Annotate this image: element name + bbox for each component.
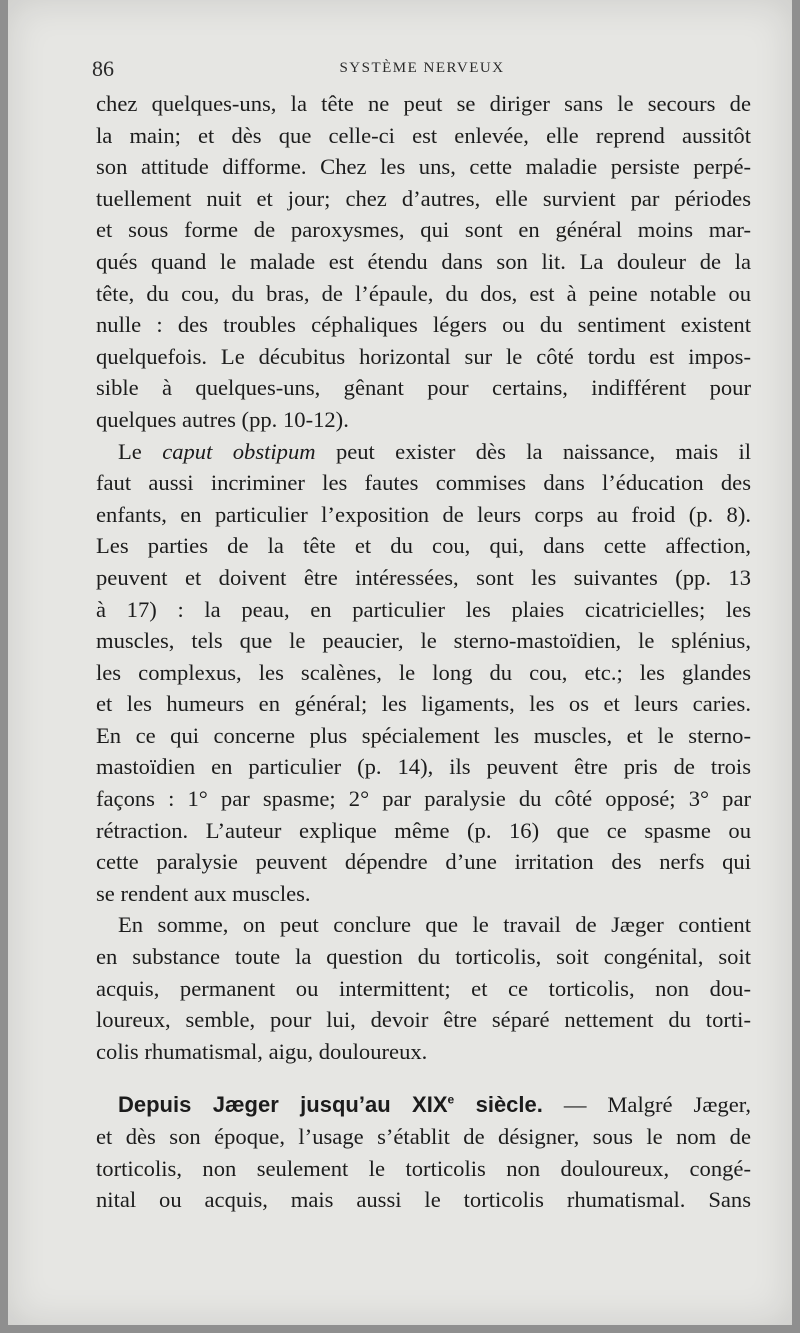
paragraph-2 [96, 436, 751, 910]
p1-line: et sous forme de paroxysmes, qui sont en général moins mar- [96, 217, 751, 243]
p1-line: tête, du cou, du bras, de l’épaule, du dos, est à peine notable ou [96, 280, 751, 306]
paragraph-1 [96, 88, 751, 436]
p1-line: qués quand le malade est étendu dans son lit. La douleur de la [96, 248, 751, 274]
p4-line: nital ou acquis, mais aussi le torticolis rhumatismal. Sans [96, 1187, 751, 1213]
p2-line: se rendent aux muscles. [96, 880, 311, 906]
p2-line: peuvent et doivent être intéressées, sont les suivantes (pp. 13 [96, 564, 751, 590]
p4-line: et dès son époque, l’usage s’établit de désigner, sous le nom de [96, 1124, 751, 1149]
p2-line: enfants, en particulier l’exposition de leurs corps au froid (p. 8). [96, 501, 751, 527]
p3-line: acquis, permanent ou intermittent; et ce torticolis, non dou- [96, 975, 751, 1001]
page-header [92, 56, 752, 86]
p1-line: quelques autres (pp. 10-12). [96, 406, 349, 432]
p3-line: colis rhumatismal, aigu, douloureux. [96, 1038, 428, 1064]
p2-line: à 17) : la peau, en particulier les plaies cicatricielles; les [96, 596, 751, 622]
p2-line: façons : 1° par spasme; 2° par paralysie du côté opposé; 3° par [96, 786, 751, 812]
paragraph-2-line-1 [96, 436, 751, 468]
p2-line: rétraction. L’auteur explique même (p. 16) que ce spasme ou [96, 817, 751, 843]
p1-line: la main; et dès que celle-ci est enlevée, elle reprend aussitôt [96, 122, 751, 148]
heading-text-end: siècle. [454, 1092, 543, 1118]
heading-superscript: e [447, 1093, 455, 1108]
p1-line: chez quelques-uns, la tête ne peut se diriger sans le secours de [96, 91, 751, 116]
paragraph-3 [96, 909, 751, 1067]
section-paragraph [96, 1089, 751, 1215]
section-heading-line [96, 1089, 751, 1121]
p2-line: Les parties de la tête et du cou, qui, dans cette affection, [96, 533, 751, 559]
p4-line: torticolis, non seulement le torticolis non douloureux, congé- [96, 1155, 751, 1181]
p2-line: cette paralysie peuvent dépendre d’une irritation des nerfs qui [96, 849, 751, 875]
text-run: — Malgré Jæger, [542, 1092, 751, 1118]
text-run: Le [118, 438, 163, 464]
p2-line: mastoïdien en particulier (p. 14), ils peuvent être pris de trois [96, 754, 751, 780]
latin-term: caput obstipum [162, 438, 316, 464]
p3-line: En somme, on peut conclure que le travail de Jæger contient [118, 912, 751, 938]
p2-line: et les humeurs en général; les ligaments, les os et leurs caries. [96, 691, 751, 717]
p1-line: quelquefois. Le décubitus horizontal sur le côté tordu est impos- [96, 343, 751, 369]
section-gap [96, 1067, 751, 1089]
p2-line: faut aussi incriminer les fautes commises dans l’éducation des [96, 470, 751, 496]
running-head: SYSTÈME NERVEUX [339, 60, 505, 76]
text-run: peut exister dès la naissance, mais il [315, 438, 751, 464]
p2-line: En ce qui concerne plus spécialement les muscles, et le sterno- [96, 722, 751, 748]
section-heading [118, 1092, 543, 1117]
p1-line: son attitude difforme. Chez les uns, cette maladie persiste perpé- [96, 154, 751, 180]
p1-line: nulle : des troubles céphaliques légers ou du sentiment existent [96, 312, 751, 338]
heading-text: Depuis Jæger jusqu’au XIX [118, 1092, 448, 1118]
page-number: 86 [92, 56, 114, 81]
p2-line: les complexus, les scalènes, le long du cou, etc.; les glandes [96, 659, 751, 685]
p1-line: tuellement nuit et jour; chez d’autres, elle survient par périodes [96, 185, 751, 211]
body-text [96, 88, 751, 1216]
p1-line: sible à quelques-uns, gênant pour certains, indifférent pour [96, 375, 751, 401]
p3-line: loureux, semble, pour lui, devoir être séparé nettement du torti- [96, 1007, 751, 1033]
p2-line: muscles, tels que le peaucier, le sterno-mastoïdien, le splénius, [96, 628, 751, 654]
p3-line: en substance toute la question du torticolis, soit congénital, soit [96, 944, 751, 970]
